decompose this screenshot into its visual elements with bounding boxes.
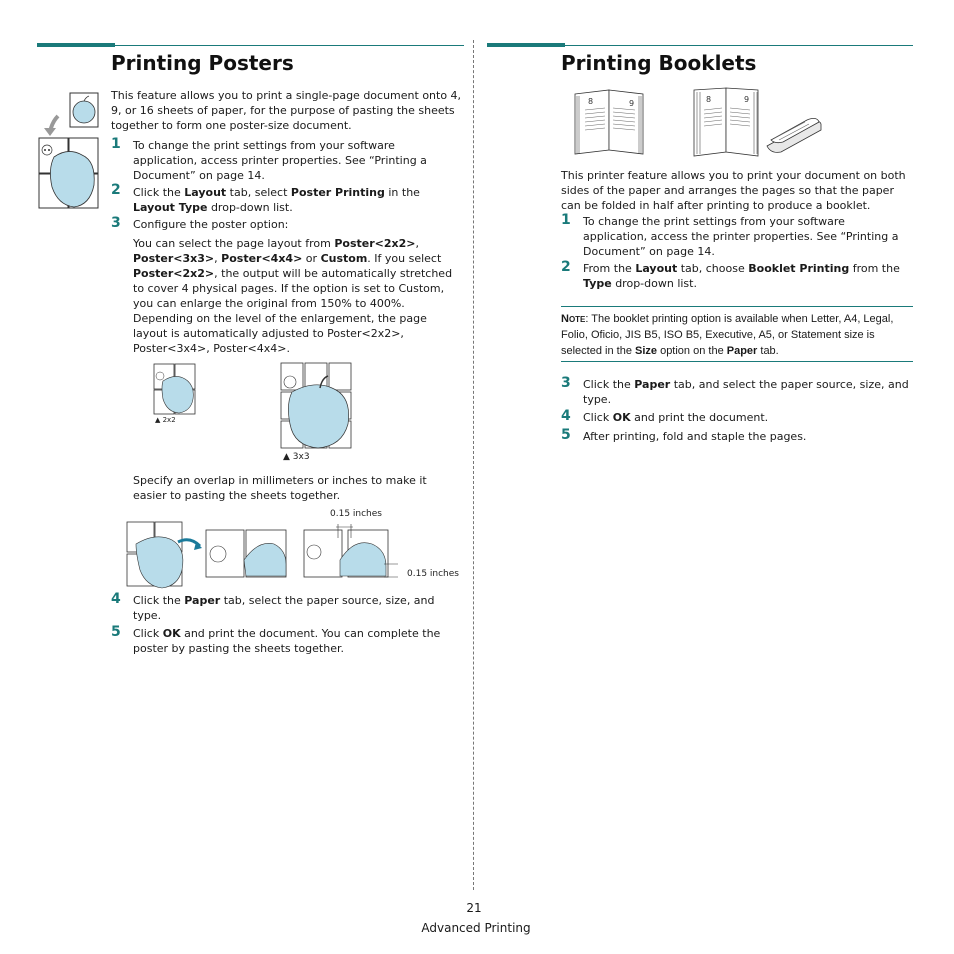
open-booklet-icon [692,86,764,158]
step-number: 2 [561,259,571,275]
stapler-icon [765,110,823,154]
posters-step-1: To change the print settings from your software application, access printer properties. See “Printing a Document” on page 14. [133,139,427,182]
step-number: 3 [111,215,121,231]
booklets-intro: This printer feature allows you to print your document on both sides of the paper and arranges the pages so that the paper can be folded in half after printing to produce a booklet. [561,169,906,212]
left-header-rule [37,45,464,46]
caption-3x3: ▲ 3x3 [283,452,310,462]
posters-intro: This feature allows you to print a single-page document onto 4, 9, or 16 sheets of paper, for the purpose of pasting the sheets together to form one poster-size document. [111,89,462,132]
overlap-illustration [126,520,396,588]
step-number: 1 [561,212,571,228]
step-number: 3 [561,375,571,391]
page-number: 21 [466,901,482,915]
poster-3x3-illustration [280,362,354,450]
column-divider [473,40,474,890]
open-booklet-page-left: 8 [706,95,712,104]
apple-poster-icon [38,92,102,210]
overlap-label-top: 0.15 inches [330,509,382,519]
poster-layout-description: You can select the page layout from Poster<2x2>, Poster<3x3>, Poster<4x4> or Custom. If you select Poster<2x2>, the output will be automatically stretched to cover 4 physical pages. If the option is set to Custom, you can enlarge the original from 150% to 400%. Depending on the level of the enlargement, the page layout is automatically adjusted to Poster<2x2>, Poster<3x4>, Poster<4x4>. [133,237,453,355]
overlap-description: Specify an overlap in millimeters or inches to make it easier to pasting the sheets together. [133,474,427,502]
caption-2x2: ▲ 2x2 [155,416,176,424]
step-number: 2 [111,182,121,198]
poster-2x2-illustration [153,363,197,417]
right-header-rule [487,45,913,46]
step-number: 4 [561,408,571,424]
booklet-icon [573,88,647,156]
step-number: 5 [561,427,571,443]
step-number: 1 [111,136,121,152]
booklets-step-2: From the Layout tab, choose Booklet Printing from the Type drop-down list. [583,262,900,290]
step-number: 5 [111,624,121,640]
booklet-note: Note: The booklet printing option is available when Letter, A4, Legal, Folio, Oficio, JIS B5, ISO B5, Executive, A5, or Statement size is selected in the Size option on the Paper tab. [561,313,894,357]
booklets-step-3: Click the Paper tab, and select the paper source, size, and type. [583,378,909,406]
posters-step-2: Click the Layout tab, select Poster Printing in the Layout Type drop-down list. [133,186,420,214]
page-title-posters: Printing Posters [111,51,294,75]
posters-step-5: Click OK and print the document. You can complete the poster by pasting the sheets together. [133,627,441,655]
booklet-page-right: 9 [629,99,635,108]
page-title-booklets: Printing Booklets [561,51,757,75]
booklets-step-4: Click OK and print the document. [583,411,769,424]
overlap-label-right: 0.15 inches [407,569,459,579]
open-booklet-page-right: 9 [744,95,750,104]
posters-step-4: Click the Paper tab, select the paper source, size, and type. [133,594,435,622]
booklet-page-left: 8 [588,97,594,106]
booklets-step-1: To change the print settings from your software application, access the printer properties. See “Printing a Document” on page 14. [583,215,899,258]
booklets-step-5: After printing, fold and staple the pages. [583,430,807,443]
footer-section-title: Advanced Printing [421,921,531,935]
step-number: 4 [111,591,121,607]
posters-step-3: Configure the poster option: [133,218,289,231]
